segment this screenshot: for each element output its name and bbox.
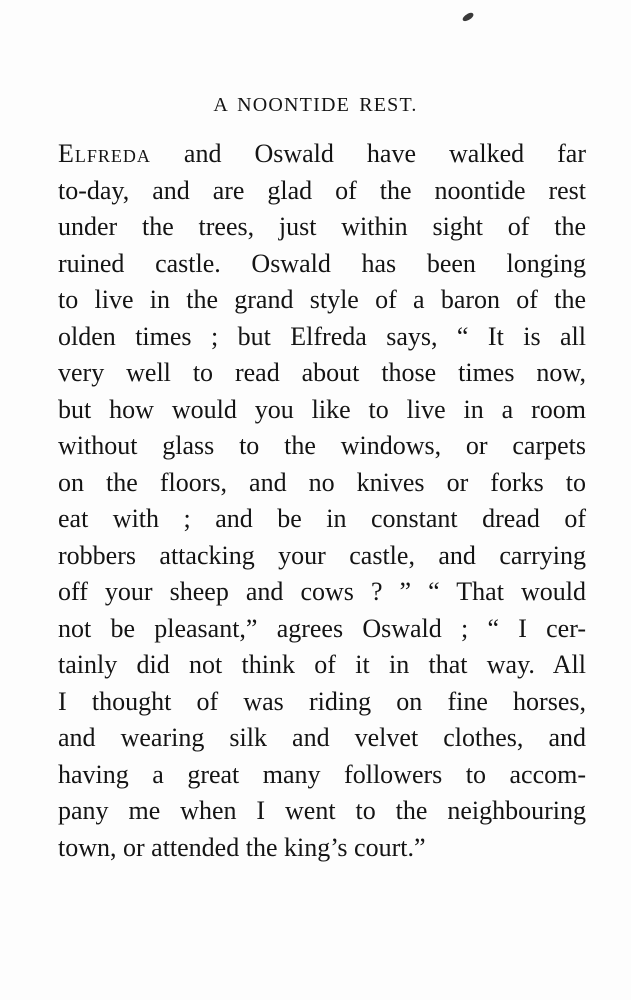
text-line: eat with ; and be in constant dread of	[58, 504, 586, 533]
text-line: olden times ; but Elfreda says, “ It is all	[58, 321, 586, 351]
text-line: off your sheep and cows ? ” “ That would	[58, 577, 586, 606]
text-line: not be pleasant,” agrees Oswald ; “ I cer-	[58, 613, 586, 643]
text-line: on the floors, and no knives or forks to	[58, 467, 586, 497]
text-line: robbers attacking your castle, and carrying	[58, 540, 586, 570]
lead-word: Elfreda	[58, 139, 151, 168]
text-line: very well to read about those times now,	[58, 358, 586, 387]
ink-blot-mark	[461, 12, 474, 23]
text-line: I thought of was riding on fine horses,	[58, 686, 586, 716]
text-line: tainly did not think of it in that way. All	[58, 650, 586, 679]
text-line: to-day, and are glad of the noontide rest	[58, 175, 586, 205]
chapter-heading: A NOONTIDE REST.	[213, 94, 418, 116]
text-line: ruined castle. Oswald has been longing	[58, 248, 586, 278]
text-line: and wearing silk and velvet clothes, and	[58, 723, 586, 752]
text-line: Elfreda and Oswald have walked far	[58, 139, 586, 168]
body-paragraph	[58, 136, 586, 866]
text-line: to live in the grand style of a baron of the	[58, 285, 586, 314]
text-line: having a great many followers to accom-	[58, 759, 586, 789]
text-line-last: town, or attended the king’s court.”	[58, 832, 426, 862]
text-line: without glass to the windows, or carpets	[58, 431, 586, 460]
text-line: but how would you like to live in a room	[58, 394, 586, 424]
text-line: pany me when I went to the neighbouring	[58, 796, 586, 825]
text-line: under the trees, just within sight of the	[58, 212, 586, 241]
